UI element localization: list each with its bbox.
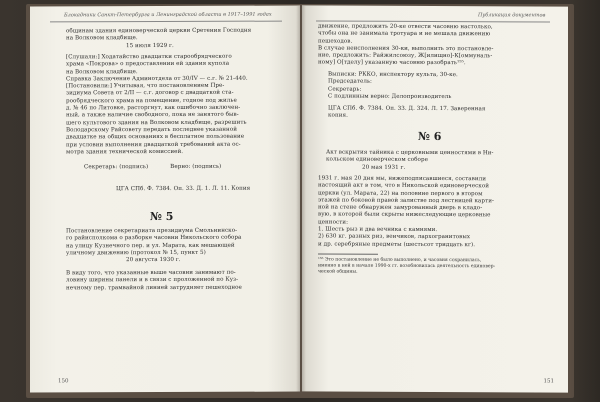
text-line: Председатель: xyxy=(328,78,372,86)
archive-reference: копия. xyxy=(328,112,348,119)
footnote xyxy=(318,257,552,277)
text-line: го райисполкома о разборке часовни Никольского собора xyxy=(66,235,242,242)
text-line: настоящий акт в том, что в Никольской единоверческой xyxy=(318,182,490,190)
text-line: Акт вскрытия тайника с церковными ценностями в Ни- xyxy=(326,149,494,157)
text-line: 2) 630 кг. разных риз, венчиков, лархогранитовых xyxy=(318,233,471,241)
text-line: 1931 г. мая 20 дня мы, нижеподписавшиеся, составили xyxy=(318,175,486,183)
text-line: 20 августа 1930 г. xyxy=(126,257,181,264)
document-number-5: № 5 xyxy=(150,209,174,224)
text-line: вую, в которой были скрыты нижеследующие церковные xyxy=(318,211,491,219)
book-gutter xyxy=(296,6,306,394)
text-line: 15 июля 1929 г. xyxy=(126,42,174,49)
text-line: рообрядческого храма на помещение, годное под жилье xyxy=(66,97,237,105)
footnote-line: ческой общины. xyxy=(318,269,358,276)
text-line: этажей по боковой правой залистве под лестницей карти- xyxy=(318,197,494,205)
text-line: д. № 46 по Литовке, расторгнут, как ошибочно заключен- xyxy=(66,104,241,112)
text-line: Секретарь: xyxy=(328,86,362,93)
left-running-header: Блокадники Санкт-Петербурга и Ленинградской области в 1917–1991 годах xyxy=(64,11,272,19)
text-line: на Волковом кладбище. xyxy=(66,35,138,42)
text-line: Постановление секретариата президиума Смольнинско- xyxy=(66,227,238,235)
right-block-1 xyxy=(318,23,548,68)
text-line: общинам здания единоверческой церкви Сретения Господня xyxy=(66,27,252,35)
left-block-2 xyxy=(66,54,288,157)
text-line: уличному движению (протокол № 15, пункт 5) xyxy=(66,249,206,257)
right-page xyxy=(302,5,568,392)
signatures-line: Секретарь: (подпись) Верно: (подпись) xyxy=(84,163,222,171)
right-block-3 xyxy=(326,150,552,173)
text-line: 1. Шесть рыз и два вечника с камнями. xyxy=(318,226,438,234)
right-running-header: Публикация документов xyxy=(478,12,546,19)
archive-reference: ЦГА СПб. Ф. 7384. Оп. 33. Д. 1. Л. 11. Копия xyxy=(116,185,251,193)
text-line: и др. серебряные предметы (шестьсот тридцать кг). xyxy=(318,241,476,248)
right-page-number: 151 xyxy=(543,378,554,385)
text-line: на Волковом кладбище. xyxy=(66,68,138,75)
left-archive-ref xyxy=(116,186,296,194)
document-number-6: № 6 xyxy=(418,129,442,144)
footnote-line: именно в ней в начале 1990-х гг. возобновилась деятельность единовер- xyxy=(318,263,496,270)
text-line: зидиума Совета от 2/II — с.г. договор с двадцаткой ста- xyxy=(66,90,234,97)
footnote-line: ¹⁵⁵ Это постановление не было выполнено, и часовня сохранилась, xyxy=(318,257,482,264)
text-line: Выписки: РККО, инспектору культа, 30-ке. xyxy=(328,71,458,79)
open-book xyxy=(30,6,570,398)
left-header-rule xyxy=(50,21,282,23)
left-block-1 xyxy=(66,28,286,51)
text-line: чтобы она не занимала тротуара и не мешала движению xyxy=(318,30,491,38)
text-line: шего культового здания на Волковом кладбище, разрешить xyxy=(66,119,247,127)
text-line: кольском единоверческом соборе xyxy=(326,156,428,164)
text-line: С подлинным верно: Делопроизводитель xyxy=(328,93,452,100)
text-line: пешеходов. xyxy=(318,38,353,45)
right-block-4 xyxy=(318,175,552,249)
text-line: нечному пер. трамвайной линией затрудняет пешеходное xyxy=(66,284,242,291)
text-line: ному] О[тделу] указанную часовню разобрать¹⁵⁵. xyxy=(318,59,466,67)
right-block-2 xyxy=(328,72,548,102)
archive-reference: ЦГА СПб. Ф. 7384. Оп. 33. Д. 324. Л. 17. Заверенная xyxy=(328,105,486,113)
text-line: ние, предложить: Райжилсоюзу, Ж[илищно]-К[оммуналь- xyxy=(318,52,493,60)
right-header-rule xyxy=(316,20,550,22)
left-page-number: 150 xyxy=(58,378,69,385)
left-block-4 xyxy=(66,270,288,293)
text-line: храма «Покрова» о предоставлении ей здания купола xyxy=(66,61,230,68)
footnote-rule xyxy=(318,253,378,254)
text-line: ный, а также наличие свободного, пока не занятого быв- xyxy=(66,112,239,119)
text-line: Володарскому Райсовету передать последнее указанной xyxy=(66,126,238,134)
text-line: ценности: xyxy=(318,219,349,226)
text-line: В виду того, что указанные выше часовни занимают по- xyxy=(66,269,236,277)
text-line: В случае неисполнения 30-ки, выполнить это постановле- xyxy=(318,45,494,53)
text-line: [Постановили:] Учитывая, что постановлением Пре- xyxy=(66,82,225,90)
text-line: при условии выполнения двадцаткой требований акта ос- xyxy=(66,141,241,148)
text-line: церкви (ул. Марата, 22) на половине первого в втором xyxy=(318,190,483,197)
text-line: ловину ширины панели и в связи с проложенной по Куз- xyxy=(66,277,239,284)
text-line: на улицу Кузнечного пер. и ул. Марата, как мешающей xyxy=(66,242,235,249)
text-line: двадцатке на общих основаниях в бесплатное пользование xyxy=(66,133,245,141)
text-line: мотра здания технической комиссией. xyxy=(66,148,184,156)
text-line: движение, предложить 20-ке отвести часовню настолько, xyxy=(318,23,493,31)
edge-shadow xyxy=(570,0,600,402)
left-page xyxy=(30,6,300,393)
text-line: ной на стене обнаружен замурованный дверь в кладо- xyxy=(318,204,483,212)
text-line: 20 мая 1931 г. xyxy=(362,164,406,171)
text-line: Справка Заключение Админотдела от 30/IV — с.г. № 21-440. xyxy=(66,75,248,83)
right-archive-ref xyxy=(328,106,548,122)
left-signatures xyxy=(84,164,284,172)
left-block-3 xyxy=(66,228,288,265)
text-line: [Слушали:] Ходатайство двадцатки старообрядческого xyxy=(66,53,232,61)
